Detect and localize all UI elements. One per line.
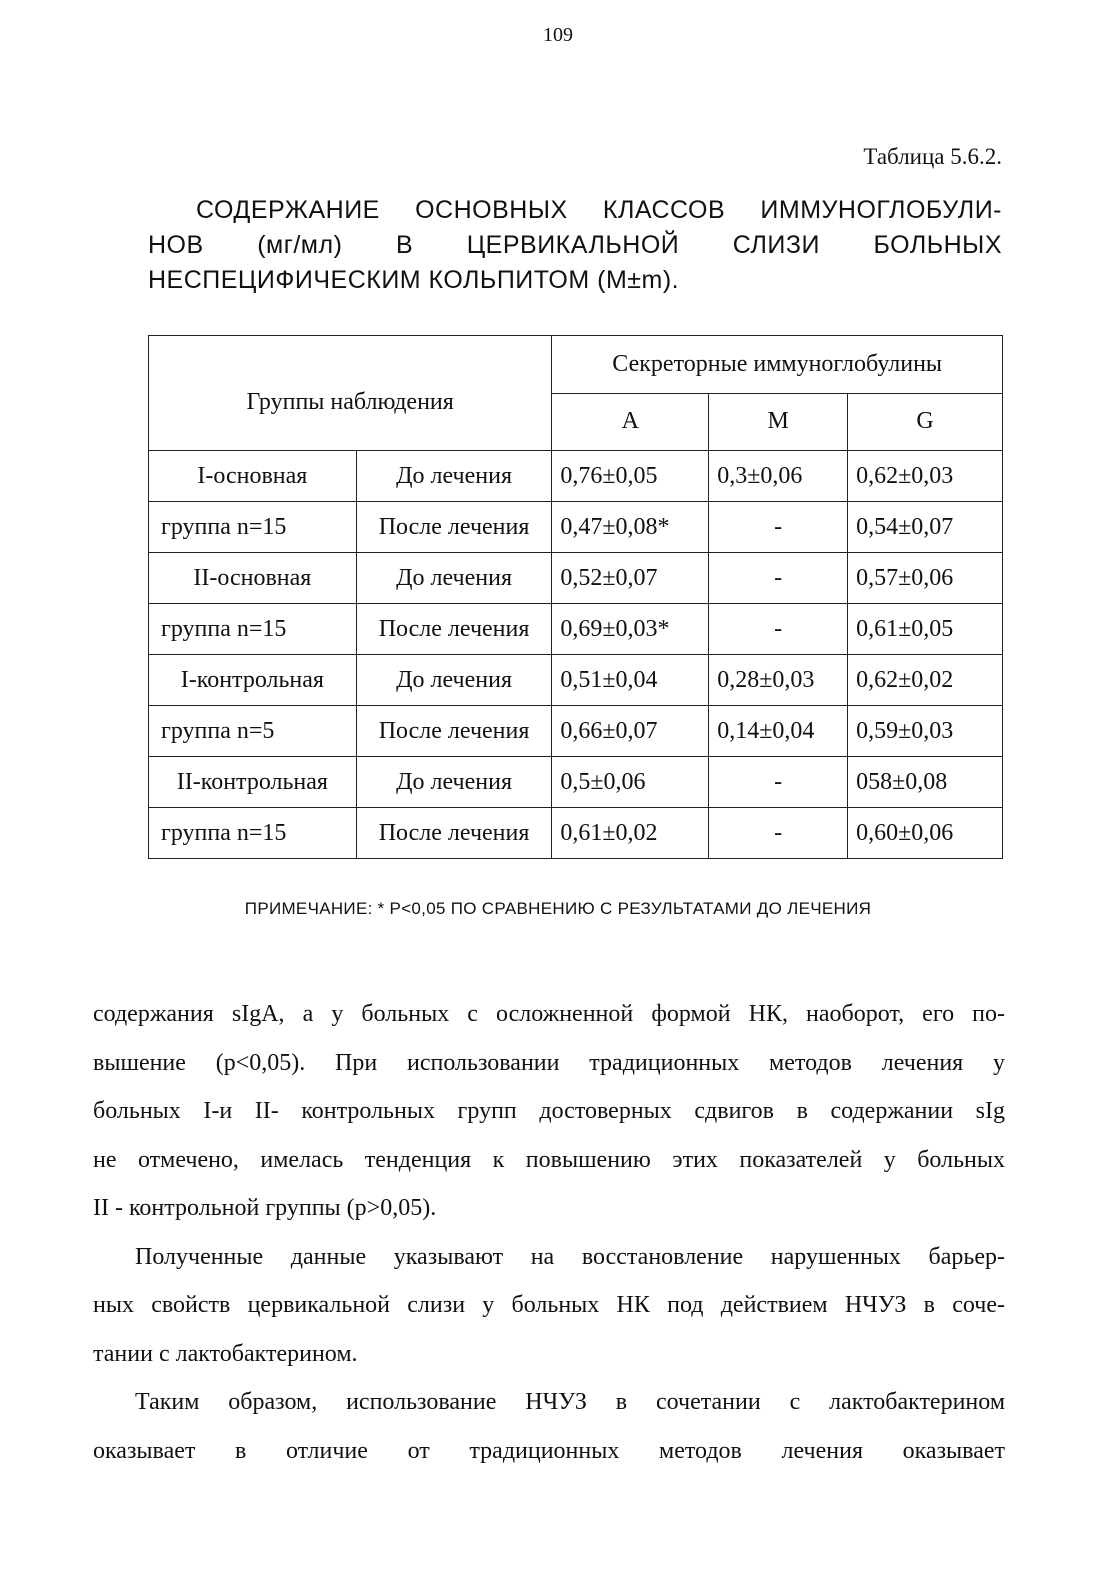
title-line: НЕСПЕЦИФИЧЕСКИМ КОЛЬПИТОМ (М±m). <box>148 266 680 294</box>
table-row <box>149 451 1003 502</box>
table-header-row <box>149 336 1003 394</box>
title-line: СОДЕРЖАНИЕ ОСНОВНЫХ КЛАССОВ ИММУНОГЛОБУЛИ- <box>196 196 1002 224</box>
value-g: 0,54±0,07 <box>848 502 1003 553</box>
value-a: 0,5±0,06 <box>552 757 709 808</box>
group-name: II-контрольная <box>149 757 357 808</box>
value-m: 0,14±0,04 <box>709 706 848 757</box>
column-a-header: А <box>552 393 709 451</box>
table-caption: Таблица 5.6.2. <box>863 144 1002 169</box>
group-size: группа n=15 <box>149 502 357 553</box>
treatment-phase: После лечения <box>356 502 552 553</box>
paragraph <box>93 1378 1005 1475</box>
immunoglobulin-table <box>148 335 1003 859</box>
value-a: 0,51±0,04 <box>552 655 709 706</box>
value-m: - <box>709 757 848 808</box>
treatment-phase: До лечения <box>356 553 552 604</box>
treatment-phase: До лечения <box>356 451 552 502</box>
table-row <box>149 553 1003 604</box>
value-m: - <box>709 808 848 859</box>
value-m: - <box>709 604 848 655</box>
text-line: ных свойств цервикальной слизи у больных НК под действием НЧУЗ в соче- <box>93 1292 1005 1318</box>
table-note: ПРИМЕЧАНИЕ: * Р<0,05 ПО СРАВНЕНИЮ С РЕЗУЛЬТАТАМИ ДО ЛЕЧЕНИЯ <box>244 899 872 918</box>
value-m: 0,3±0,06 <box>709 451 848 502</box>
treatment-phase: До лечения <box>356 655 552 706</box>
group-size: группа n=15 <box>149 808 357 859</box>
group-size: группа n=15 <box>149 604 357 655</box>
group-name: II-основная <box>149 553 357 604</box>
table-title <box>148 193 1002 298</box>
secretory-header: Секреторные иммуноглобулины <box>552 336 1003 394</box>
value-g: 0,62±0,02 <box>848 655 1003 706</box>
value-g: 0,62±0,03 <box>848 451 1003 502</box>
value-m: 0,28±0,03 <box>709 655 848 706</box>
value-g: 0,59±0,03 <box>848 706 1003 757</box>
paragraph <box>93 1233 1005 1379</box>
paragraph <box>93 990 1005 1233</box>
page-number: 109 <box>543 24 573 46</box>
text-line: больных I-и II- контрольных групп достоверных сдвигов в содержании sIg <box>93 1098 1005 1124</box>
value-a: 0,47±0,08* <box>552 502 709 553</box>
table-row <box>149 502 1003 553</box>
table-row <box>149 706 1003 757</box>
treatment-phase: До лечения <box>356 757 552 808</box>
text-line: не отмечено, имелась тенденция к повышению этих показателей у больных <box>93 1146 1005 1173</box>
value-a: 0,52±0,07 <box>552 553 709 604</box>
table-row <box>149 757 1003 808</box>
value-g: 0,57±0,06 <box>848 553 1003 604</box>
treatment-phase: После лечения <box>356 808 552 859</box>
value-g: 058±0,08 <box>848 757 1003 808</box>
text-line: оказывает в отличие от традиционных методов лечения оказывает <box>93 1437 1005 1464</box>
treatment-phase: После лечения <box>356 706 552 757</box>
value-a: 0,66±0,07 <box>552 706 709 757</box>
table-row <box>149 604 1003 655</box>
text-line: II - контрольной группы (р>0,05). <box>93 1195 437 1221</box>
value-a: 0,76±0,05 <box>552 451 709 502</box>
text-line: содержания sIgA, а у больных с осложненной формой НК, наоборот, его по- <box>93 1001 1005 1027</box>
column-g-header: G <box>848 393 1003 451</box>
treatment-phase: После лечения <box>356 604 552 655</box>
value-g: 0,60±0,06 <box>848 808 1003 859</box>
group-header: Группы наблюдения <box>149 336 552 451</box>
text-line: Таким образом, использование НЧУЗ в сочетании с лактобактерином <box>135 1389 1005 1415</box>
value-g: 0,61±0,05 <box>848 604 1003 655</box>
group-name: I-основная <box>149 451 357 502</box>
column-m-header: М <box>709 393 848 451</box>
value-a: 0,61±0,02 <box>552 808 709 859</box>
text-line: тании с лактобактерином. <box>93 1340 358 1367</box>
value-a: 0,69±0,03* <box>552 604 709 655</box>
text-line: Полученные данные указывают на восстановление нарушенных барьер- <box>135 1243 1005 1270</box>
value-m: - <box>709 502 848 553</box>
group-name: I-контрольная <box>149 655 357 706</box>
value-m: - <box>709 553 848 604</box>
group-size: группа n=5 <box>149 706 357 757</box>
table-row <box>149 655 1003 706</box>
text-line: вышение (р<0,05). При использовании традиционных методов лечения у <box>93 1049 1005 1076</box>
body-text <box>93 990 1005 1475</box>
table-row <box>149 808 1003 859</box>
title-line: НОВ (мг/мл) В ЦЕРВИКАЛЬНОЙ СЛИЗИ БОЛЬНЫХ <box>148 231 1002 259</box>
